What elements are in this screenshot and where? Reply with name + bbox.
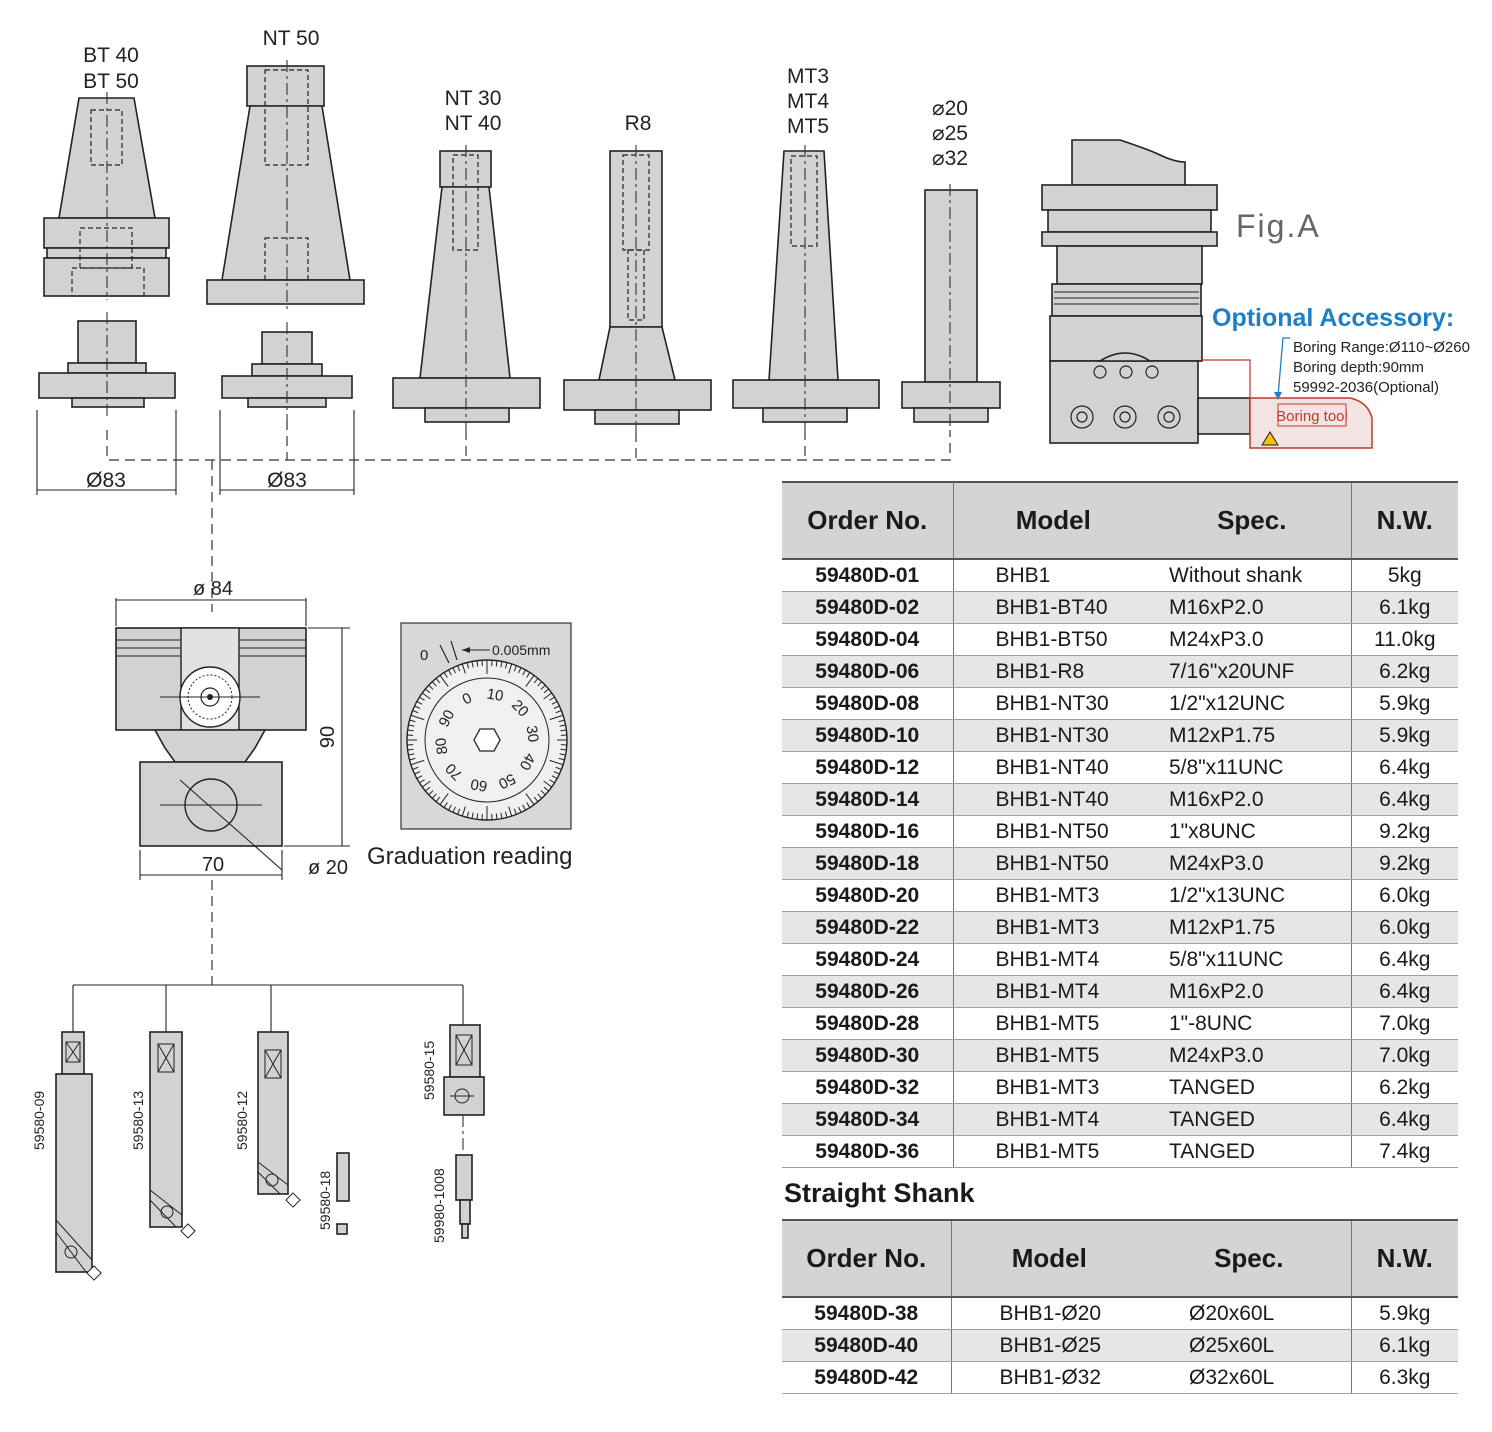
- cell-order-no: 59480D-42: [782, 1362, 951, 1394]
- cell-nw: 6.1kg: [1351, 1330, 1458, 1362]
- label-d25: ⌀25: [931, 122, 969, 145]
- dial-number: 10: [485, 685, 505, 706]
- dial-number: 50: [495, 769, 519, 793]
- cell-order-no: 59480D-12: [782, 752, 953, 784]
- dim-83-left: Ø83: [86, 469, 126, 492]
- dim-90: 90: [317, 725, 339, 749]
- cell-order-no: 59480D-36: [782, 1136, 953, 1168]
- dial-number: 70: [442, 759, 467, 784]
- optional-line-boring-range: Boring Range:Ø110~Ø260: [1293, 339, 1470, 356]
- cell-spec: 1/2"x13UNC: [1153, 880, 1351, 912]
- table-row: [782, 1330, 1458, 1362]
- graduation-caption: Graduation reading: [367, 843, 573, 870]
- cell-nw: 6.4kg: [1351, 752, 1458, 784]
- cell-order-no: 59480D-32: [782, 1072, 953, 1104]
- label-mt4: MT4: [787, 90, 829, 113]
- cell-order-no: 59480D-01: [782, 559, 953, 592]
- nt50-shank-drawing: [207, 60, 364, 495]
- cell-spec: M16xP2.0: [1153, 592, 1351, 624]
- boring-bars-drawing: [56, 985, 484, 1280]
- cell-spec: M12xP1.75: [1153, 912, 1351, 944]
- optional-line-part-number: 59992-2036(Optional): [1293, 379, 1439, 396]
- cell-spec: 5/8"x11UNC: [1153, 944, 1351, 976]
- cell-order-no: 59480D-24: [782, 944, 953, 976]
- cell-spec: 7/16"x20UNF: [1153, 656, 1351, 688]
- dial-number: 40: [515, 750, 539, 773]
- header-spec: Spec.: [1153, 482, 1351, 559]
- straight-shank-table: [782, 1219, 1458, 1394]
- header-order-no: Order No.: [782, 482, 953, 559]
- bar-label-59980-1008: 59980-1008: [431, 1168, 447, 1243]
- mt-shank-drawing: [733, 145, 879, 430]
- cell-order-no: 59480D-14: [782, 784, 953, 816]
- label-d32: ⌀32: [931, 147, 969, 170]
- cell-order-no: 59480D-10: [782, 720, 953, 752]
- cell-model: BHB1-NT30: [953, 688, 1153, 720]
- boring-tool-label: Boring tool: [1276, 408, 1348, 425]
- bar-label-59580-18: 59580-18: [317, 1170, 333, 1230]
- table-row: [782, 944, 1458, 976]
- table-row: [782, 1104, 1458, 1136]
- cell-model: BHB1-MT4: [953, 976, 1153, 1008]
- label-d20: ⌀20: [931, 97, 969, 120]
- bar-label-59580-13: 59580-13: [130, 1090, 146, 1150]
- cell-order-no: 59480D-38: [782, 1297, 951, 1330]
- cell-nw: 6.4kg: [1351, 944, 1458, 976]
- cell-nw: 6.1kg: [1351, 592, 1458, 624]
- cell-nw: 5.9kg: [1351, 720, 1458, 752]
- cell-spec: M16xP2.0: [1153, 784, 1351, 816]
- table-row: [782, 912, 1458, 944]
- cell-model: BHB1-BT40: [953, 592, 1153, 624]
- cell-model: BHB1-MT4: [953, 1104, 1153, 1136]
- cell-spec: 1"-8UNC: [1153, 1008, 1351, 1040]
- cell-nw: 6.2kg: [1351, 656, 1458, 688]
- dial-number: 20: [507, 696, 532, 721]
- cell-model: BHB1-MT5: [953, 1136, 1153, 1168]
- label-bt50: BT 50: [83, 70, 139, 93]
- header-model: Model: [953, 482, 1153, 559]
- straight-shank-drawing: [902, 184, 1000, 430]
- table-row: [782, 976, 1458, 1008]
- cell-nw: 6.4kg: [1351, 1104, 1458, 1136]
- table-row: [782, 656, 1458, 688]
- cell-order-no: 59480D-28: [782, 1008, 953, 1040]
- bar-label-59580-12: 59580-12: [234, 1090, 250, 1150]
- optional-line-boring-depth: Boring depth:90mm: [1293, 359, 1424, 376]
- cell-order-no: 59480D-16: [782, 816, 953, 848]
- cell-spec: M24xP3.0: [1153, 1040, 1351, 1072]
- cell-model: BHB1-NT30: [953, 720, 1153, 752]
- table-row: [782, 752, 1458, 784]
- table-row: [782, 720, 1458, 752]
- cell-spec: TANGED: [1153, 1136, 1351, 1168]
- table-row: [782, 1072, 1458, 1104]
- cell-nw: 9.2kg: [1351, 848, 1458, 880]
- table-row: [782, 688, 1458, 720]
- cell-spec: M16xP2.0: [1153, 976, 1351, 1008]
- cell-spec: Ø32x60L: [1147, 1362, 1351, 1394]
- cell-nw: 7.0kg: [1351, 1008, 1458, 1040]
- table-row: [782, 1040, 1458, 1072]
- dial-number: 80: [432, 736, 452, 756]
- cell-order-no: 59480D-22: [782, 912, 953, 944]
- cell-spec: M24xP3.0: [1153, 624, 1351, 656]
- cell-spec: TANGED: [1153, 1104, 1351, 1136]
- cell-spec: Ø25x60L: [1147, 1330, 1351, 1362]
- fig-a-label: Fig.A: [1236, 208, 1321, 244]
- cell-nw: 6.0kg: [1351, 912, 1458, 944]
- spec-table: [782, 481, 1458, 1168]
- cell-model: BHB1-NT50: [953, 848, 1153, 880]
- cell-order-no: 59480D-20: [782, 880, 953, 912]
- cell-order-no: 59480D-18: [782, 848, 953, 880]
- cell-order-no: 59480D-02: [782, 592, 953, 624]
- table-row: [782, 1008, 1458, 1040]
- cell-model: BHB1-NT50: [953, 816, 1153, 848]
- cell-order-no: 59480D-08: [782, 688, 953, 720]
- table-row: [782, 1362, 1458, 1394]
- cell-model: BHB1-R8: [953, 656, 1153, 688]
- cell-nw: 5.9kg: [1351, 688, 1458, 720]
- cell-order-no: 59480D-26: [782, 976, 953, 1008]
- r8-shank-drawing: [564, 145, 711, 432]
- cell-model: BHB1-NT40: [953, 784, 1153, 816]
- label-bt40: BT 40: [83, 44, 139, 67]
- cell-nw: 9.2kg: [1351, 816, 1458, 848]
- table-row: [782, 880, 1458, 912]
- graduation-zero: 0: [420, 647, 429, 664]
- header-order-no: Order No.: [782, 1220, 951, 1297]
- label-nt40: NT 40: [444, 112, 502, 135]
- dial-number: 0: [459, 689, 475, 709]
- header-model: Model: [951, 1220, 1147, 1297]
- header-nw: N.W.: [1351, 1220, 1458, 1297]
- cell-nw: 7.0kg: [1351, 1040, 1458, 1072]
- table-row: [782, 848, 1458, 880]
- cell-model: BHB1-MT4: [953, 944, 1153, 976]
- graduation-step: 0.005mm: [492, 642, 551, 658]
- dim-84: ø 84: [192, 578, 234, 600]
- cell-spec: TANGED: [1153, 1072, 1351, 1104]
- table-row: [782, 624, 1458, 656]
- cell-model: BHB1-NT40: [953, 752, 1153, 784]
- cell-spec: M12xP1.75: [1153, 720, 1351, 752]
- header-nw: N.W.: [1351, 482, 1458, 559]
- label-r8: R8: [624, 112, 652, 135]
- cell-model: BHB1-Ø32: [951, 1362, 1147, 1394]
- label-nt30: NT 30: [444, 87, 502, 110]
- dial-number: 30: [522, 724, 542, 744]
- dim-83-right: Ø83: [267, 469, 307, 492]
- cell-model: BHB1-MT5: [953, 1008, 1153, 1040]
- cell-model: BHB1-Ø25: [951, 1330, 1147, 1362]
- cell-nw: 7.4kg: [1351, 1136, 1458, 1168]
- label-mt5: MT5: [787, 115, 829, 138]
- table-row: [782, 559, 1458, 592]
- label-mt3: MT3: [787, 65, 829, 88]
- cell-nw: 11.0kg: [1351, 624, 1458, 656]
- cell-spec: Without shank: [1153, 559, 1351, 592]
- table-row: [782, 1297, 1458, 1330]
- cell-nw: 5kg: [1351, 559, 1458, 592]
- nt-shank-drawing: [393, 145, 540, 430]
- cell-model: BHB1-MT3: [953, 1072, 1153, 1104]
- cell-order-no: 59480D-04: [782, 624, 953, 656]
- cell-model: BHB1-MT5: [953, 1040, 1153, 1072]
- straight-shank-title: Straight Shank: [784, 1178, 975, 1208]
- bar-label-59580-15: 59580-15: [421, 1040, 437, 1100]
- cell-order-no: 59480D-40: [782, 1330, 951, 1362]
- fig-a-boring-head: [1042, 140, 1372, 448]
- dim-20: ø 20: [308, 857, 349, 879]
- cell-spec: Ø20x60L: [1147, 1297, 1351, 1330]
- table-row: [782, 1136, 1458, 1168]
- cell-model: BHB1-Ø20: [951, 1297, 1147, 1330]
- cell-model: BHB1-BT50: [953, 624, 1153, 656]
- cell-model: BHB1: [953, 559, 1153, 592]
- cell-order-no: 59480D-34: [782, 1104, 953, 1136]
- dim-70: 70: [201, 854, 225, 876]
- optional-accessory-title: Optional Accessory:: [1212, 304, 1455, 332]
- cell-order-no: 59480D-06: [782, 656, 953, 688]
- dial-number: 60: [469, 774, 489, 795]
- table-row: [782, 816, 1458, 848]
- cell-nw: 6.0kg: [1351, 880, 1458, 912]
- cell-spec: 1"x8UNC: [1153, 816, 1351, 848]
- cell-order-no: 59480D-30: [782, 1040, 953, 1072]
- cell-model: BHB1-MT3: [953, 912, 1153, 944]
- table-row: [782, 592, 1458, 624]
- table-row: [782, 784, 1458, 816]
- boring-head-front-view: [116, 598, 350, 880]
- header-spec: Spec.: [1147, 1220, 1351, 1297]
- cell-nw: 6.3kg: [1351, 1362, 1458, 1394]
- cell-nw: 6.4kg: [1351, 976, 1458, 1008]
- cell-nw: 6.4kg: [1351, 784, 1458, 816]
- dial-number: 90: [435, 707, 459, 730]
- cell-spec: M24xP3.0: [1153, 848, 1351, 880]
- cell-spec: 1/2"x12UNC: [1153, 688, 1351, 720]
- bar-label-59580-09: 59580-09: [31, 1090, 47, 1150]
- cell-nw: 5.9kg: [1351, 1297, 1458, 1330]
- cell-spec: 5/8"x11UNC: [1153, 752, 1351, 784]
- label-nt50: NT 50: [262, 27, 320, 50]
- cell-model: BHB1-MT3: [953, 880, 1153, 912]
- cell-nw: 6.2kg: [1351, 1072, 1458, 1104]
